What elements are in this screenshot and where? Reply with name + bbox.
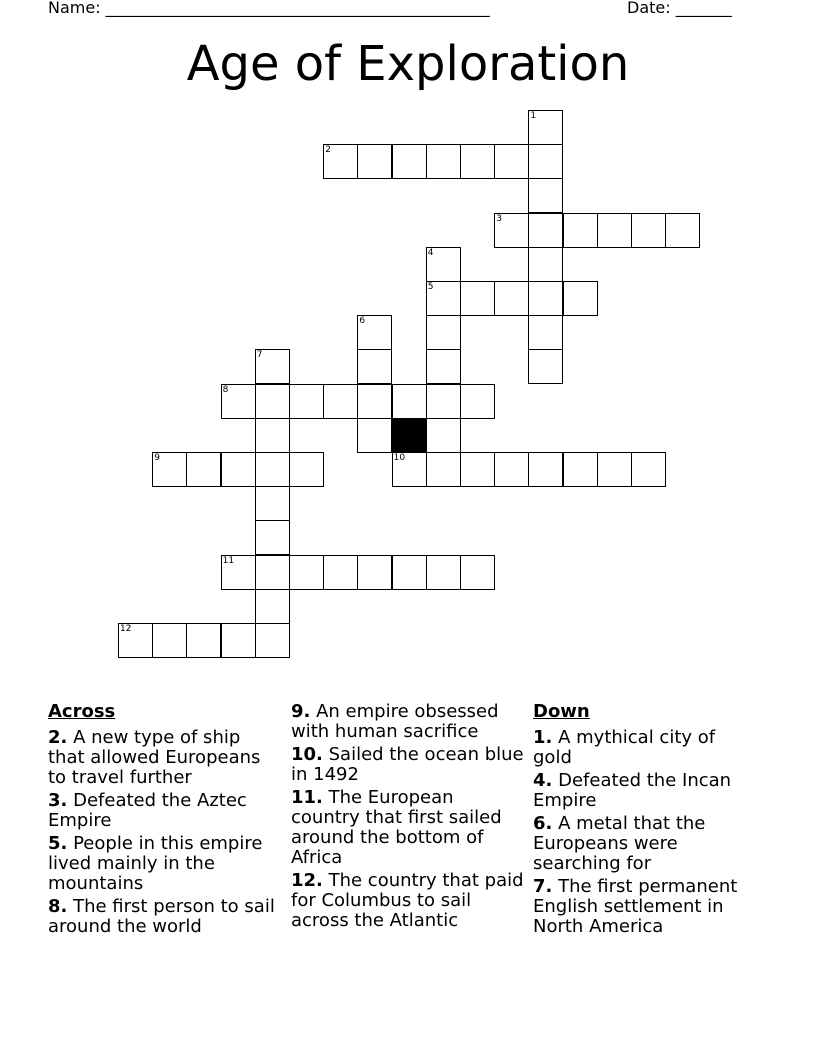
grid-cell[interactable] — [426, 384, 461, 419]
grid-cell[interactable] — [255, 418, 290, 453]
grid-cell[interactable] — [528, 247, 563, 282]
grid-cell[interactable] — [528, 178, 563, 213]
grid-cell[interactable] — [563, 452, 598, 487]
cell-number: 8 — [222, 384, 229, 395]
cell-number: 2 — [325, 145, 331, 156]
cell-number: 1 — [530, 111, 537, 121]
grid-cell[interactable] — [494, 213, 529, 248]
grid-cell[interactable] — [255, 452, 290, 487]
grid-cell[interactable] — [426, 315, 461, 350]
clue-across-3: 3. Defeated the Aztec Empire — [48, 790, 247, 831]
grid-cell[interactable] — [426, 452, 461, 487]
clue-across-8: 8. The first person to sail around the world — [48, 896, 275, 937]
grid-cell[interactable] — [426, 349, 461, 384]
clue-across-5: 5. People in this empire lived mainly in the mountains — [48, 833, 263, 894]
grid-cell[interactable] — [357, 349, 392, 384]
clues-column-1 — [48, 702, 276, 940]
grid-cell[interactable] — [528, 213, 563, 248]
grid-cell[interactable] — [221, 623, 256, 658]
cell-number: 10 — [393, 453, 406, 463]
grid-cell[interactable] — [152, 452, 187, 487]
grid-cell[interactable] — [528, 452, 563, 487]
grid-cell[interactable] — [323, 144, 358, 179]
grid-cell[interactable] — [186, 452, 221, 487]
grid-cell[interactable] — [460, 452, 495, 487]
grid-cell[interactable] — [460, 281, 495, 316]
cell-number: 9 — [154, 453, 160, 463]
cell-number: 11 — [222, 555, 235, 566]
grid-cell[interactable] — [255, 520, 290, 555]
clue-down-4: 4. Defeated the Incan Empire — [533, 770, 732, 811]
grid-cell[interactable] — [357, 418, 392, 453]
grid-cell[interactable] — [323, 384, 358, 419]
grid-cell[interactable] — [255, 623, 290, 658]
grid-cell[interactable] — [528, 315, 563, 350]
grid-cell[interactable] — [665, 213, 700, 248]
grid-cell[interactable] — [392, 452, 427, 487]
grid-cell[interactable] — [255, 589, 290, 624]
grid-cell[interactable] — [289, 452, 324, 487]
date-field-label: Date: _______ — [627, 0, 732, 17]
grid-cell[interactable] — [528, 349, 563, 384]
grid-cell[interactable] — [392, 555, 427, 590]
cell-number: 5 — [427, 282, 434, 292]
down-heading: Down — [533, 701, 590, 722]
clue-down-1: 1. A mythical city of gold — [533, 727, 716, 768]
grid-cell[interactable] — [528, 110, 563, 145]
grid-cell[interactable] — [426, 281, 461, 316]
grid-cell[interactable] — [460, 555, 495, 590]
grid-cell[interactable] — [528, 281, 563, 316]
grid-cell[interactable] — [426, 555, 461, 590]
grid-cell[interactable] — [221, 384, 256, 419]
grid-cell[interactable] — [357, 144, 392, 179]
across-heading: Across — [48, 701, 116, 722]
grid-cell[interactable] — [392, 384, 427, 419]
grid-cell[interactable] — [392, 144, 427, 179]
grid-cell[interactable] — [563, 213, 598, 248]
clues-column-3 — [533, 702, 758, 940]
grid-cell[interactable] — [460, 144, 495, 179]
grid-cell-blocked — [392, 418, 427, 453]
grid-cell[interactable] — [426, 247, 461, 282]
clue-down-6: 6. A metal that the Europeans were searching for — [533, 813, 706, 874]
clue-across-9: 9. An empire obsessed with human sacrifice — [291, 701, 499, 742]
clue-across-2: 2. A new type of ship that allowed Europeans to travel further — [48, 727, 261, 788]
cell-number: 7 — [256, 350, 263, 361]
grid-cell[interactable] — [221, 555, 256, 590]
clue-down-7: 7. The first permanent English settlement in North America — [533, 876, 738, 937]
cell-number: 4 — [427, 247, 434, 258]
grid-cell[interactable] — [186, 623, 221, 658]
grid-cell[interactable] — [460, 384, 495, 419]
clues-column-2 — [291, 702, 525, 934]
grid-cell[interactable] — [494, 281, 529, 316]
grid-cell[interactable] — [631, 213, 666, 248]
grid-cell[interactable] — [221, 452, 256, 487]
grid-cell[interactable] — [563, 281, 598, 316]
grid-cell[interactable] — [528, 144, 563, 179]
cell-number: 12 — [120, 624, 132, 634]
grid-cell[interactable] — [255, 555, 290, 590]
clue-across-11: 11. The European country that first sailed around the bottom of Africa — [291, 787, 502, 868]
grid-cell[interactable] — [494, 144, 529, 179]
grid-cell[interactable] — [597, 452, 632, 487]
grid-cell[interactable] — [597, 213, 632, 248]
grid-cell[interactable] — [357, 555, 392, 590]
grid-cell[interactable] — [152, 623, 187, 658]
grid-cell[interactable] — [255, 349, 290, 384]
grid-cell[interactable] — [289, 555, 324, 590]
grid-cell[interactable] — [255, 486, 290, 521]
clue-across-12: 12. The country that paid for Columbus to sail across the Atlantic — [291, 870, 524, 931]
grid-cell[interactable] — [357, 384, 392, 419]
grid-cell[interactable] — [426, 418, 461, 453]
grid-cell[interactable] — [289, 384, 324, 419]
grid-cell[interactable] — [494, 452, 529, 487]
clue-across-10: 10. Sailed the ocean blue in 1492 — [291, 744, 524, 785]
cell-number: 3 — [496, 213, 502, 224]
grid-cell[interactable] — [426, 144, 461, 179]
name-field-label: Name: ________________________________________________ — [48, 0, 490, 17]
grid-cell[interactable] — [323, 555, 358, 590]
puzzle-title: Age of Exploration — [186, 36, 630, 92]
grid-cell[interactable] — [357, 315, 392, 350]
grid-cell[interactable] — [631, 452, 666, 487]
grid-cell[interactable] — [118, 623, 153, 658]
grid-cell[interactable] — [255, 384, 290, 419]
cell-number: 6 — [359, 316, 366, 327]
